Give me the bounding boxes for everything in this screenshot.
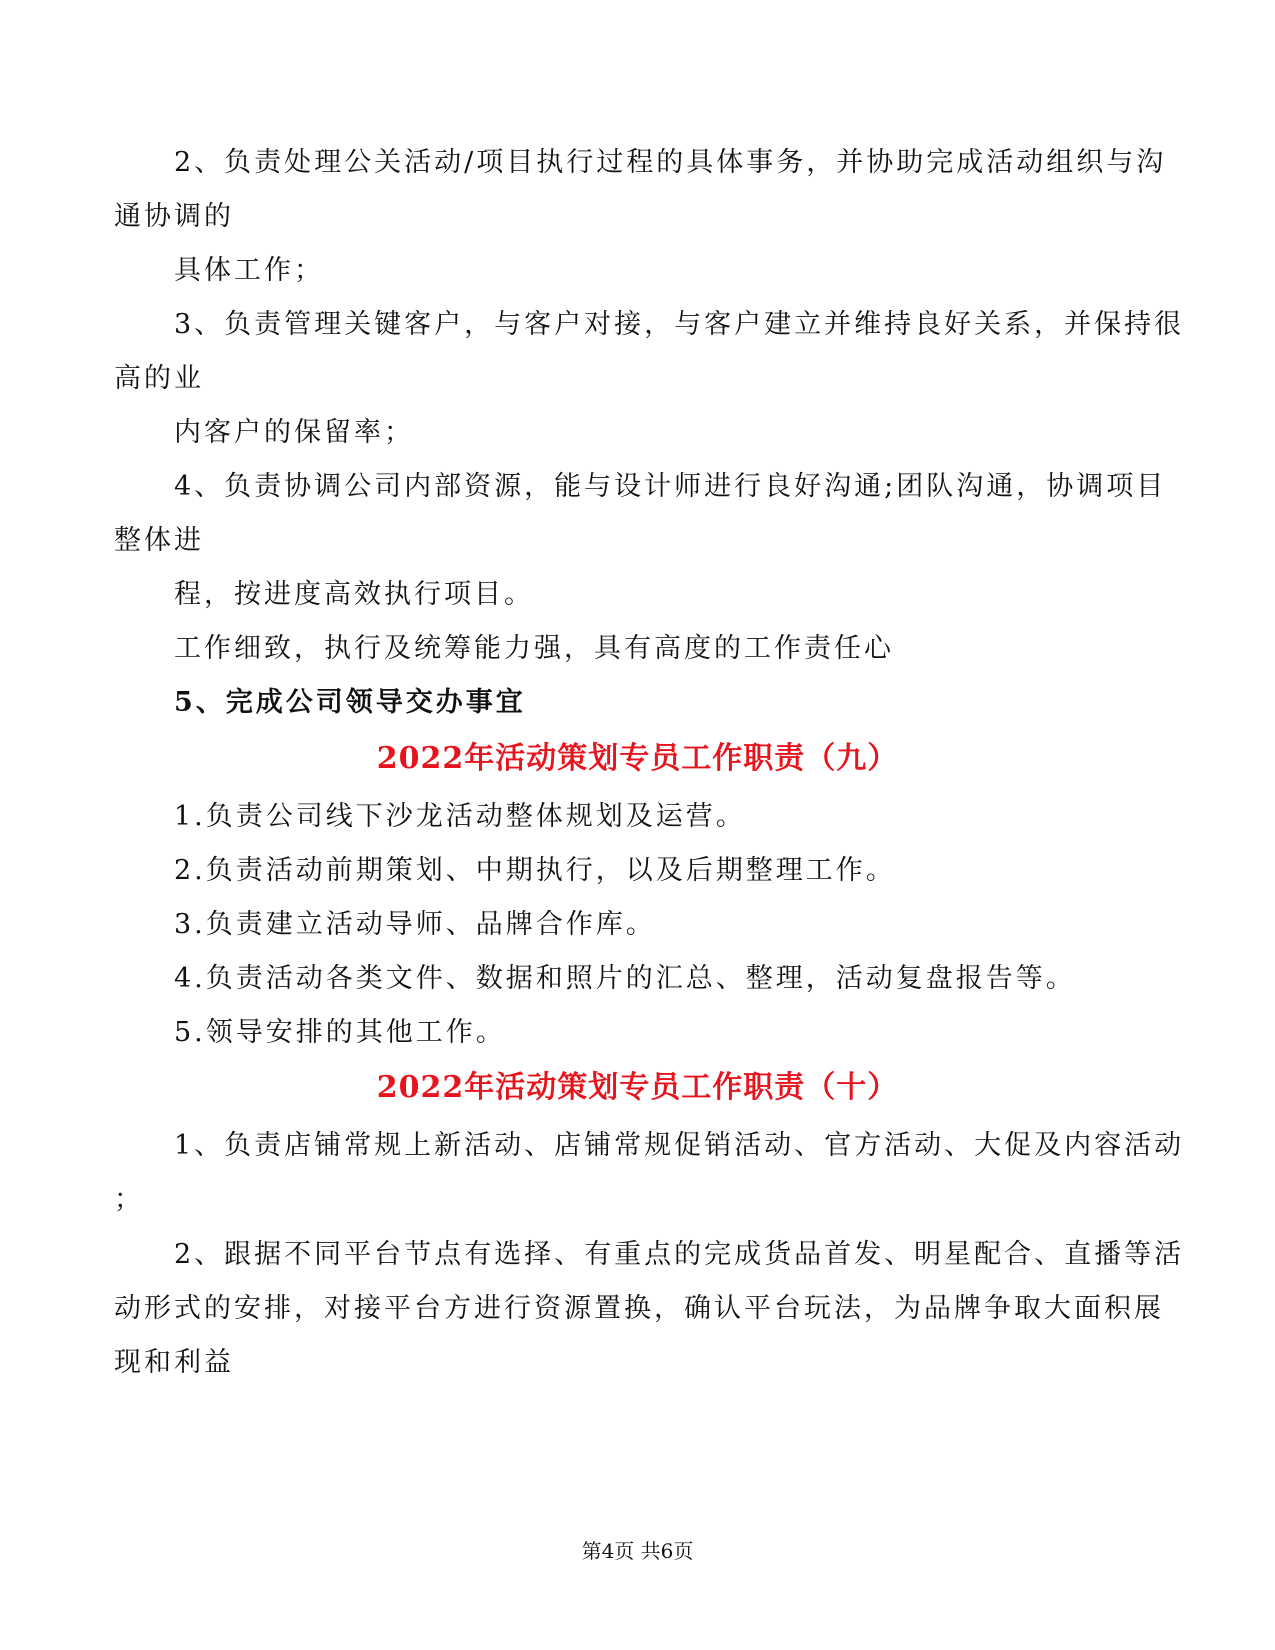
item-3-line-1: 3、负责管理关键客户，与客户对接，与客户建立并维持良好关系，并保持很: [174, 309, 1185, 340]
section-ten-item-2-line-1: 2、跟据不同平台节点有选择、有重点的完成货品首发、明星配合、直播等活: [174, 1239, 1185, 1270]
item-3-line-2: 高的业: [114, 363, 204, 394]
item-5-line: 5、完成公司领导交办事宜: [174, 687, 526, 718]
work-attitude-line: 工作细致，执行及统筹能力强，具有高度的工作责任心: [174, 633, 894, 664]
section-nine-item-2: 2.负责活动前期策划、中期执行，以及后期整理工作。: [174, 855, 896, 886]
section-nine-item-5: 5.领导安排的其他工作。: [174, 1017, 506, 1048]
section-ten-item-1-line-2: ；: [114, 1184, 144, 1215]
section-nine-item-1: 1.负责公司线下沙龙活动整体规划及运营。: [174, 801, 746, 832]
item-4-line-1: 4、负责协调公司内部资源，能与设计师进行良好沟通;团队沟通，协调项目: [174, 471, 1167, 502]
section-nine-item-3: 3.负责建立活动导师、品牌合作库。: [174, 909, 656, 940]
item-2-line-3: 具体工作；: [174, 255, 324, 286]
section-heading-ten: 2022年活动策划专员工作职责（十）: [376, 1070, 899, 1105]
item-4-line-2: 整体进: [114, 525, 204, 556]
page-number-footer: 第4页 共6页: [581, 1539, 694, 1563]
item-2-line-2: 通协调的: [114, 201, 234, 232]
section-heading-nine: 2022年活动策划专员工作职责（九）: [376, 741, 899, 776]
section-ten-item-2-line-2: 动形式的安排，对接平台方进行资源置换，确认平台玩法，为品牌争取大面积展: [114, 1293, 1164, 1324]
item-4-line-3: 程，按进度高效执行项目。: [174, 579, 534, 610]
section-nine-item-4: 4.负责活动各类文件、数据和照片的汇总、整理，活动复盘报告等。: [174, 963, 1076, 994]
item-2-line-1: 2、负责处理公关活动/项目执行过程的具体事务，并协助完成活动组织与沟: [174, 147, 1167, 178]
section-ten-item-1-line-1: 1、负责店铺常规上新活动、店铺常规促销活动、官方活动、大促及内容活动: [174, 1130, 1185, 1161]
section-ten-item-2-line-3: 现和利益: [114, 1347, 234, 1378]
item-3-line-3: 内客户的保留率；: [174, 417, 414, 448]
